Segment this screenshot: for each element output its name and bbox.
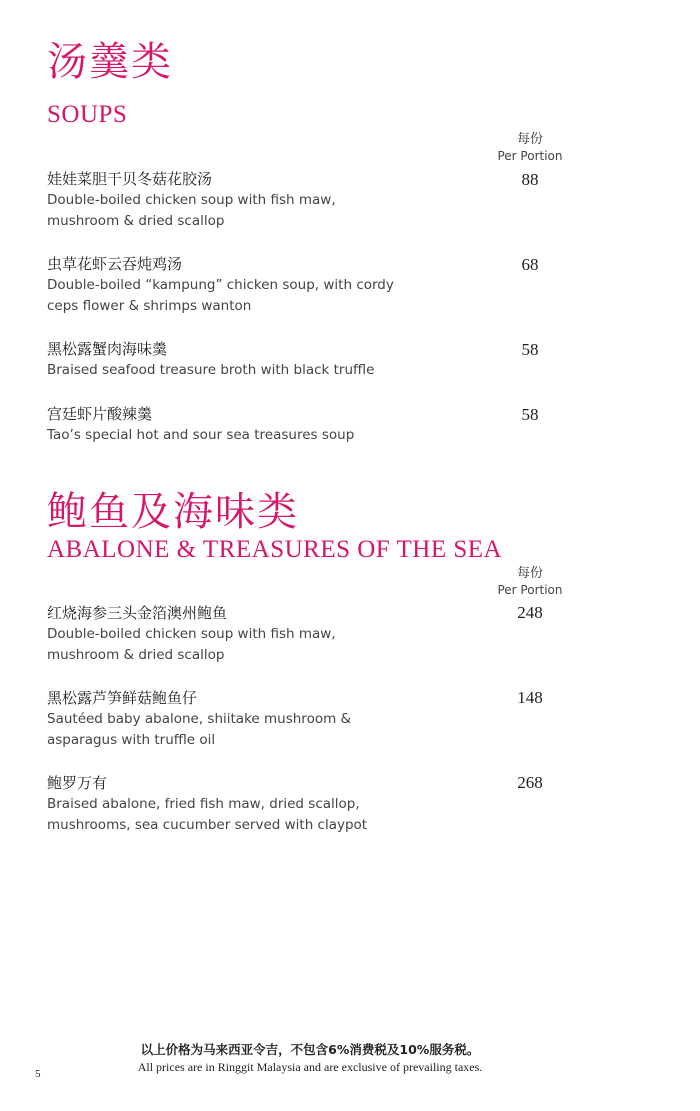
item-price: 88 (521, 170, 539, 189)
portion-label-en: Per Portion (497, 583, 563, 597)
portion-header-soups (490, 131, 570, 164)
menu-item (47, 602, 487, 666)
item-desc-line: mushrooms, sea cucumber served with claypot (47, 817, 368, 833)
item-name-cn: 娃娃菜胆干贝冬菇花胶汤 (47, 170, 213, 188)
portion-label-en: Per Portion (497, 149, 563, 163)
item-desc-line: Double-boiled chicken soup with fish maw, (47, 192, 336, 208)
item-desc-line: mushroom & dried scallop (47, 647, 225, 663)
menu-item (47, 253, 487, 317)
item-desc-line: ceps flower & shrimps wanton (47, 298, 252, 314)
item-desc-line: Sautéed baby abalone, shiitake mushroom & (47, 711, 352, 727)
item-desc-line: Double-boiled “kampung” chicken soup, with cordy (47, 277, 394, 293)
menu-item (47, 338, 487, 381)
item-price: 148 (517, 688, 543, 707)
portion-label-cn: 每份 (516, 132, 543, 147)
item-desc-line: Tao’s special hot and sour sea treasures soup (47, 427, 355, 443)
footer-note-en: All prices are in Ringgit Malaysia and are exclusive of prevailing taxes. (137, 1060, 483, 1074)
item-desc-line: Double-boiled chicken soup with fish maw, (47, 626, 336, 642)
menu-item (47, 772, 487, 836)
footer-note-cn: 以上价格为马来西亚令吉，不包含6%消费税及10%服务税。 (140, 1042, 480, 1057)
item-name-cn: 红烧海参三头金箔澳州鲍鱼 (47, 604, 228, 622)
item-desc-line: Braised seafood treasure broth with black truffle (47, 362, 375, 378)
section-title-en-abalone: ABALONE & TREASURES OF THE SEA (47, 536, 503, 563)
section-title-en-soups: SOUPS (47, 101, 128, 128)
item-desc-line: asparagus with truffle oil (47, 732, 216, 748)
item-name-cn: 宫廷虾片酸辣羹 (47, 405, 153, 423)
section-title-cn-soups: 汤羹类 (47, 39, 173, 85)
portion-header-abalone (490, 565, 570, 598)
item-price: 58 (521, 405, 539, 424)
item-name-cn: 黑松露蟹肉海味羹 (47, 340, 168, 358)
menu-item (47, 403, 487, 446)
page-number: 5 (35, 1068, 41, 1080)
item-price: 248 (517, 603, 543, 622)
item-name-cn: 黑松露芦笋鲜菇鲍鱼仔 (47, 689, 198, 707)
menu-item (47, 687, 487, 751)
item-price: 58 (521, 340, 539, 359)
item-price: 268 (517, 773, 543, 792)
section-title-cn-abalone: 鲍鱼及海味类 (47, 489, 299, 535)
item-desc-line: Braised abalone, fried fish maw, dried scallop, (47, 796, 360, 812)
item-price: 68 (521, 255, 539, 274)
item-name-cn: 虫草花虾云吞炖鸡汤 (47, 255, 183, 273)
portion-label-cn: 每份 (516, 566, 543, 581)
item-name-cn: 鲍罗万有 (47, 774, 108, 792)
menu-item (47, 168, 487, 232)
item-desc-line: mushroom & dried scallop (47, 213, 225, 229)
